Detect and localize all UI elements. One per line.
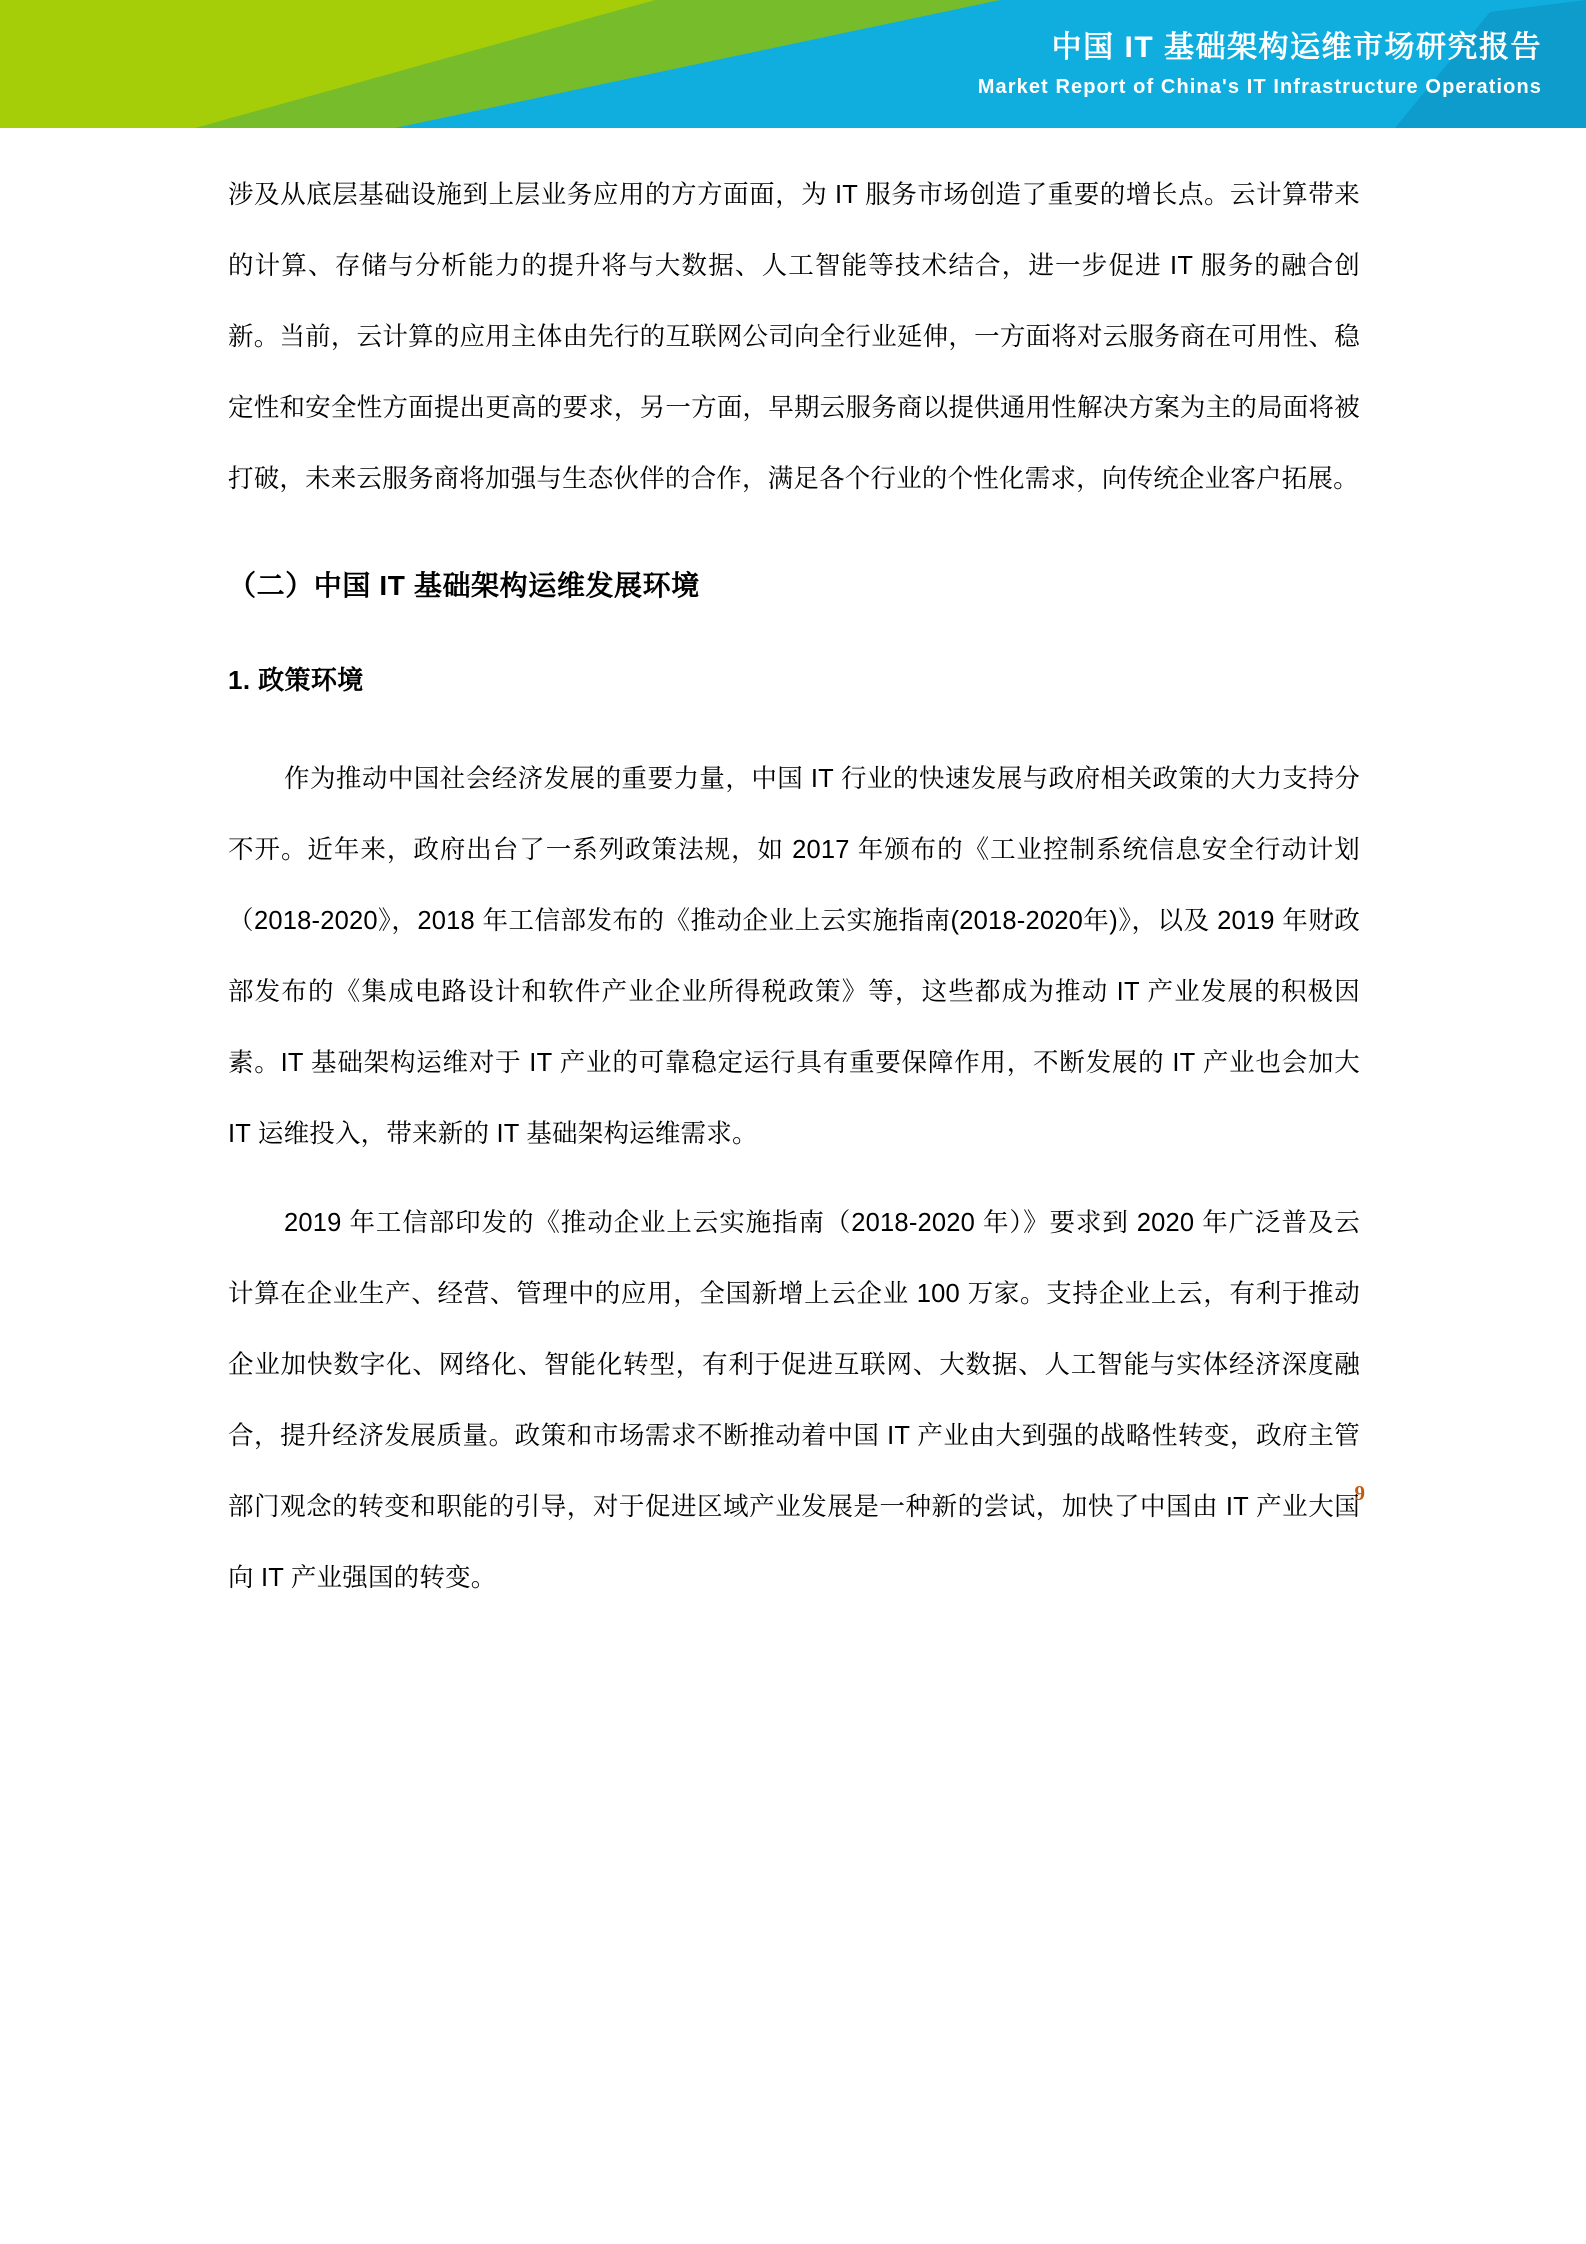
- spacer-after-section-heading: [228, 603, 1360, 665]
- spacer-between-paragraphs: [228, 1170, 1360, 1188]
- paragraph-cloud-adoption-guidance: 2019 年工信部印发的《推动企业上云实施指南（2018-2020 年）》要求到 2020 年广泛普及云计算在企业生产、经营、管理中的应用，全国新增上云企业 100 万家。支持企业上云，有利于推动企业加快数字化、网络化、智能化转型，有利于促进互联网、大数据、人工智能与实体经济深度融合，提升经济发展质量。政策和市场需求不断推动着中国 IT 产业由大到强的战略性转变，政府主管部门观念的转变和职能的引导，对于促进区域产业发展是一种新的尝试，加快了中国由 IT 产业大国向 IT 产业强国的转变。: [228, 1208, 1360, 1592]
- banner-title-english: Market Report of China's IT Infrastructure Operations: [977, 76, 1542, 98]
- page-content: [228, 160, 1360, 1614]
- page-number: 9: [1354, 1481, 1365, 1505]
- banner-title-chinese: 中国 IT 基础架构运维市场研究报告: [1051, 31, 1542, 64]
- banner-shapes: [0, 0, 1586, 128]
- spacer-after-subsection-heading: [228, 696, 1360, 744]
- paragraph-policy-support: 作为推动中国社会经济发展的重要力量，中国 IT 行业的快速发展与政府相关政策的大力支持分不开。近年来，政府出台了一系列政策法规，如 2017 年颁布的《工业控制系统信息安全行动计划（2018-2020》，2018 年工信部发布的《推动企业上云实施指南(2018-2020年)》，以及 2019 年财政部发布的《集成电路设计和软件产业企业所得税政策》等，这些都成为推动 IT 产业发展的积极因素。IT 基础架构运维对于 IT 产业的可靠稳定运行具有重要保障作用，不断发展的 IT 产业也会加大 IT 运维投入，带来新的 IT 基础架构运维需求。: [228, 764, 1360, 1148]
- page-header-banner: [0, 0, 1586, 128]
- spacer-after-paragraph-1: [228, 515, 1360, 569]
- section-heading-development-environment: （二）中国 IT 基础架构运维发展环境: [228, 570, 700, 601]
- paragraph-cloud-computing: 涉及从底层基础设施到上层业务应用的方方面面，为 IT 服务市场创造了重要的增长点。云计算带来的计算、存储与分析能力的提升将与大数据、人工智能等技术结合，进一步促进 IT 服务的融合创新。当前，云计算的应用主体由先行的互联网公司向全行业延伸，一方面将对云服务商在可用性、稳定性和安全性方面提出更高的要求，另一方面，早期云服务商以提供通用性解决方案为主的局面将被打破，未来云服务商将加强与生态伙伴的合作，满足各个行业的个性化需求，向传统企业客户拓展。: [228, 181, 1360, 493]
- subsection-heading-policy-environment: 1. 政策环境: [228, 664, 364, 695]
